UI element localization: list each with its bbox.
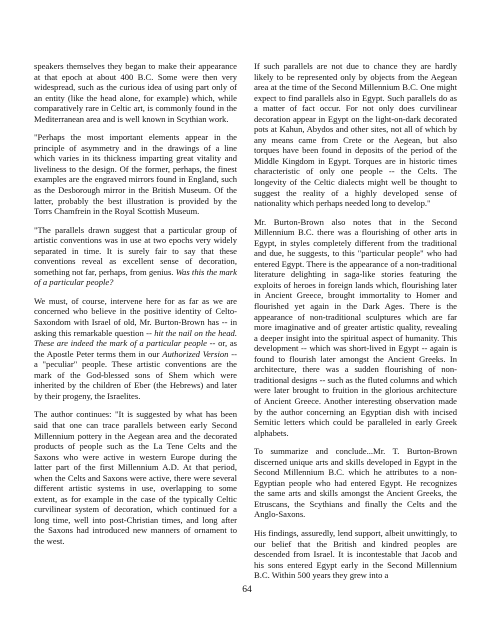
paragraph: The author continues: "It is suggested by what has been said that one can trace parallels between early Second Millennium pottery in the Aegean area and the decorated products of people such as the La Tene Celts and the Saxons who were active in western Europe during the latter part of the first Millennium A.D. At that period, when the Celts and Saxons were active, there were several different artistic systems in use, overlapping to some extent, as for example in the case of the typically Celtic curvilinear system of decoration, which continued for a long time, well into post-Christian times, and long after the Saxons had introduced new manners of ornament to the west. (34, 409, 237, 546)
italic-question: Was this the mark of a particular people? (34, 266, 237, 288)
left-column (34, 61, 237, 555)
paragraph-text: We must, of course, intervene here for as far as we are concerned who believe in the positive identity of Celto-Saxondom with Israel of old, Mr. Burton-Brown has -- in asking this remarkable question -- (34, 295, 237, 338)
paragraph (34, 296, 237, 401)
right-column (254, 61, 457, 589)
paragraph: speakers themselves they began to make their appearance at that epoch at about 400 B.C. Some were then very widespread, such as the curious idea of using part only of an entity (like the head alone, for example) which, while comparatively rare in Celtic art, is commonly found in the Mediterranean area and is well known in Scythian work. (34, 61, 237, 124)
paragraph: "Perhaps the most important elements appear in the principle of asymmetry and in the drawings of a line which varies in its thickness imparting great vitality and liveliness to the design. Of the former, perhaps, the finest examples are the engraved mirrors found in England, such as the Desborough mirror in the British Museum. Of the latter, probably the best illustration is provided by the Torrs Chamfrein in the Royal Scottish Museum. (34, 132, 237, 217)
italic-version: Authorized Version (162, 348, 229, 359)
paragraph (34, 225, 237, 288)
paragraph-text: "The parallels drawn suggest that a particular group of artistic conventions was in use at two epochs very widely separated in time. It is surely fair to say that these conventions reveal as excellent sense of decoration, something not far, perhaps, from genius. (34, 224, 237, 277)
paragraph: If such parallels are not due to chance they are hardly likely to be represented only by objects from the Aegean area at the time of the Second Millennium B.C. One might expect to find parallels also in Egypt. Such parallels do as a matter of fact occur. For not only does curvilinear decoration appear in Egypt on the light-on-dark decorated pots at Kahun, Abydos and other sites, not all of which by any means came from Crete or the Aegean, but also torques have been found in deposits of the period of the Middle Kingdom in Egypt. Torques are in historic times characteristic of only one people -- the Celts. The longevity of the Celtic dialects might well be thought to suggest the reality of a highly developed sense of nationality which perhaps needed long to develop." (254, 61, 457, 209)
paragraph-text: -- a "peculiar" people. These artistic conventions are the mark of the God-blessed sons of Shem which were inherited by the children of Eber (the Hebrews) and later by their progeny, the Israelites. (34, 348, 237, 401)
italic-emphasis: hit the nail on the head. These are indeed the mark of a particular people -- (34, 327, 237, 349)
page-number: 64 (242, 585, 252, 595)
paragraph: Mr. Burton-Brown also notes that in the Second Millennium B.C. there was a flourishing of other arts in Egypt, in styles completely different from the traditional and due, he suggests, to this "particular people" who had entered Egypt. There is the appearance of a non-traditional literature delighting in saga-like stories featuring the exploits of heroes in foreign lands which, flourishing later in Ancient Greece, brought immortality to Homer and flourished yet again in the Dark Ages. There is the appearance of non-traditional sculptures which are far more imaginative and of greater artistic quality, revealing a deeper insight into the spiritual aspect of humanity. This development -- which was short-lived in Egypt -- again is found to flourish later amongst the Ancient Greeks. In architecture, there was a sudden flourishing of non-traditional designs -- such as the fluted columns and which were later brought to fruition in the glorious architecture of Ancient Greece. Another interesting observation made by the author concerning an Egyptian dish with incised Semitic letters which could be paralleled in early Greek alphabets. (254, 216, 457, 438)
paragraph-text: or, as the Apostle Peter terms them in our (34, 338, 237, 359)
paragraph: His findings, assuredly, lend support, albeit unwittingly, to our belief that the British and kindred peoples are descended from Israel. It is incontestable that Jacob and his sons entered Egypt early in the Second Millennium B.C. Within 500 years they grew into a (254, 527, 457, 581)
paragraph: To summarize and conclude...Mr. T. Burton-Brown discerned unique arts and skills developed in Egypt in the Second Millennium B.C. which he attributes to a non-Egyptian people who had entered Egypt. He recognizes the same arts and skills amongst the Ancient Greeks, the Etruscans, the Scythians and finally the Celts and the Anglo-Saxons. (254, 446, 457, 520)
